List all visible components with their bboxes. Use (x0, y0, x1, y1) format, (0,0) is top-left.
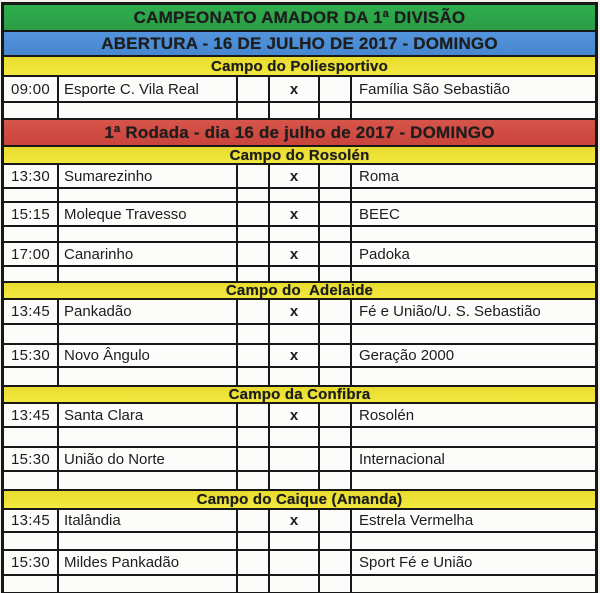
empty-cell (59, 267, 238, 281)
away-score-cell (320, 243, 352, 265)
spacer-row (4, 189, 595, 203)
home-score-cell (238, 345, 270, 366)
spacer-row (4, 267, 595, 283)
match-row (4, 203, 595, 227)
match-row (4, 165, 595, 189)
vs-cell (270, 551, 320, 574)
home-score-cell (238, 510, 270, 531)
empty-cell (320, 227, 352, 241)
home-team: Mildes Pankadão (59, 551, 238, 574)
match-time: 15:30 (4, 551, 59, 574)
match-time: 13:45 (4, 510, 59, 531)
match-row (4, 510, 595, 533)
venue-name: Campo da Confibra (228, 386, 371, 403)
empty-cell (4, 189, 59, 201)
empty-cell (320, 533, 352, 549)
empty-cell (352, 428, 595, 446)
home-team: Italândia (59, 510, 238, 531)
empty-cell (238, 267, 270, 281)
away-score-cell (320, 203, 352, 225)
home-score-cell (238, 448, 270, 470)
home-score-cell (238, 404, 270, 426)
match-time: 13:30 (4, 165, 59, 187)
venue-name: Campo do Poliesportivo (211, 57, 388, 75)
away-team: Estrela Vermelha (352, 510, 595, 531)
away-team: Fé e União/U. S. Sebastião (352, 300, 595, 323)
empty-cell (238, 227, 270, 241)
match-row (4, 404, 595, 428)
empty-cell (59, 533, 238, 549)
match-row (4, 300, 595, 325)
empty-cell (238, 368, 270, 385)
opening-band (4, 32, 595, 57)
empty-cell (352, 103, 595, 118)
home-team: Canarinho (59, 243, 238, 265)
spacer-row (4, 325, 595, 345)
spacer-row (4, 103, 595, 120)
empty-cell (352, 368, 595, 385)
empty-cell (238, 325, 270, 343)
home-team: Sumarezinho (59, 165, 238, 187)
empty-cell (352, 189, 595, 201)
empty-cell (352, 267, 595, 281)
away-score-cell (320, 77, 352, 101)
match-time: 15:30 (4, 345, 59, 366)
schedule-sheet (1, 2, 598, 593)
empty-cell (270, 368, 320, 385)
empty-cell (4, 472, 59, 489)
empty-cell (4, 428, 59, 446)
spacer-row (4, 576, 595, 592)
tournament-title: CAMPEONATO AMADOR DA 1ª DIVISÃO (133, 7, 466, 27)
empty-cell (270, 189, 320, 201)
home-team: Esporte C. Vila Real (59, 77, 238, 101)
vs-cell: x (270, 345, 320, 366)
empty-cell (320, 472, 352, 489)
empty-cell (352, 325, 595, 343)
empty-cell (270, 103, 320, 118)
vs-cell: x (270, 300, 320, 323)
empty-cell (320, 368, 352, 385)
venue-band-confibra (4, 387, 595, 404)
empty-cell (270, 472, 320, 489)
empty-cell (59, 428, 238, 446)
match-row (4, 243, 595, 267)
home-score-cell (238, 243, 270, 265)
empty-cell (320, 267, 352, 281)
empty-cell (320, 428, 352, 446)
empty-cell (352, 227, 595, 241)
home-score-cell (238, 300, 270, 323)
empty-cell (59, 227, 238, 241)
empty-cell (238, 189, 270, 201)
away-team: Roma (352, 165, 595, 187)
empty-cell (4, 368, 59, 385)
empty-cell (4, 576, 59, 592)
empty-cell (4, 267, 59, 281)
empty-cell (352, 576, 595, 592)
empty-cell (320, 576, 352, 592)
empty-cell (270, 533, 320, 549)
home-team: Novo Ângulo (59, 345, 238, 366)
away-team: Família São Sebastião (352, 77, 595, 101)
empty-cell (320, 325, 352, 343)
match-time: 15:30 (4, 448, 59, 470)
home-team: Moleque Travesso (59, 203, 238, 225)
match-row (4, 345, 595, 368)
match-time: 17:00 (4, 243, 59, 265)
away-team: Sport Fé e União (352, 551, 595, 574)
round-band (4, 120, 595, 147)
empty-cell (59, 472, 238, 489)
empty-cell (238, 533, 270, 549)
vs-cell: x (270, 165, 320, 187)
home-team: Pankadão (59, 300, 238, 323)
match-time: 13:45 (4, 404, 59, 426)
empty-cell (238, 428, 270, 446)
spacer-row (4, 368, 595, 387)
match-row (4, 77, 595, 103)
match-time: 15:15 (4, 203, 59, 225)
away-score-cell (320, 551, 352, 574)
empty-cell (238, 472, 270, 489)
empty-cell (59, 576, 238, 592)
empty-cell (4, 227, 59, 241)
opening-title: ABERTURA - 16 DE JULHO DE 2017 - DOMINGO (101, 33, 498, 53)
empty-cell (238, 576, 270, 592)
home-team: União do Norte (59, 448, 238, 470)
away-score-cell (320, 300, 352, 323)
round-title: 1ª Rodada - dia 16 de julho de 2017 - DOMINGO (104, 122, 495, 142)
empty-cell (320, 103, 352, 118)
home-score-cell (238, 203, 270, 225)
vs-cell: x (270, 77, 320, 101)
empty-cell (4, 325, 59, 343)
empty-cell (59, 103, 238, 118)
vs-cell: x (270, 203, 320, 225)
vs-cell: x (270, 243, 320, 265)
match-time: 13:45 (4, 300, 59, 323)
empty-cell (320, 189, 352, 201)
vs-cell: x (270, 510, 320, 531)
empty-cell (352, 472, 595, 489)
venue-band-caique (4, 491, 595, 510)
match-row (4, 448, 595, 472)
empty-cell (4, 533, 59, 549)
empty-cell (270, 267, 320, 281)
away-score-cell (320, 448, 352, 470)
empty-cell (4, 103, 59, 118)
empty-cell (270, 428, 320, 446)
vs-cell: x (270, 404, 320, 426)
venue-band-poliesportivo (4, 57, 595, 77)
away-team: BEEC (352, 203, 595, 225)
empty-cell (352, 533, 595, 549)
spacer-row (4, 533, 595, 551)
tournament-title-band (4, 5, 595, 32)
home-score-cell (238, 551, 270, 574)
venue-band-rosolen (4, 147, 595, 165)
empty-cell (270, 576, 320, 592)
empty-cell (59, 368, 238, 385)
home-score-cell (238, 77, 270, 101)
empty-cell (270, 227, 320, 241)
venue-band-adelaide (4, 283, 595, 300)
venue-name: Campo do Caique (Amanda) (196, 491, 403, 508)
empty-cell (59, 325, 238, 343)
spacer-row (4, 472, 595, 491)
away-score-cell (320, 165, 352, 187)
away-score-cell (320, 404, 352, 426)
empty-cell (270, 325, 320, 343)
home-team: Santa Clara (59, 404, 238, 426)
away-score-cell (320, 510, 352, 531)
match-time: 09:00 (4, 77, 59, 101)
spacer-row (4, 428, 595, 448)
spacer-row (4, 227, 595, 243)
away-team: Geração 2000 (352, 345, 595, 366)
empty-cell (59, 189, 238, 201)
away-score-cell (320, 345, 352, 366)
home-score-cell (238, 165, 270, 187)
empty-cell (238, 103, 270, 118)
venue-name: Campo do Adelaide (225, 282, 374, 299)
away-team: Internacional (352, 448, 595, 470)
away-team: Rosolén (352, 404, 595, 426)
match-row (4, 551, 595, 576)
vs-cell (270, 448, 320, 470)
away-team: Padoka (352, 243, 595, 265)
venue-name: Campo do Rosolén (229, 146, 370, 164)
